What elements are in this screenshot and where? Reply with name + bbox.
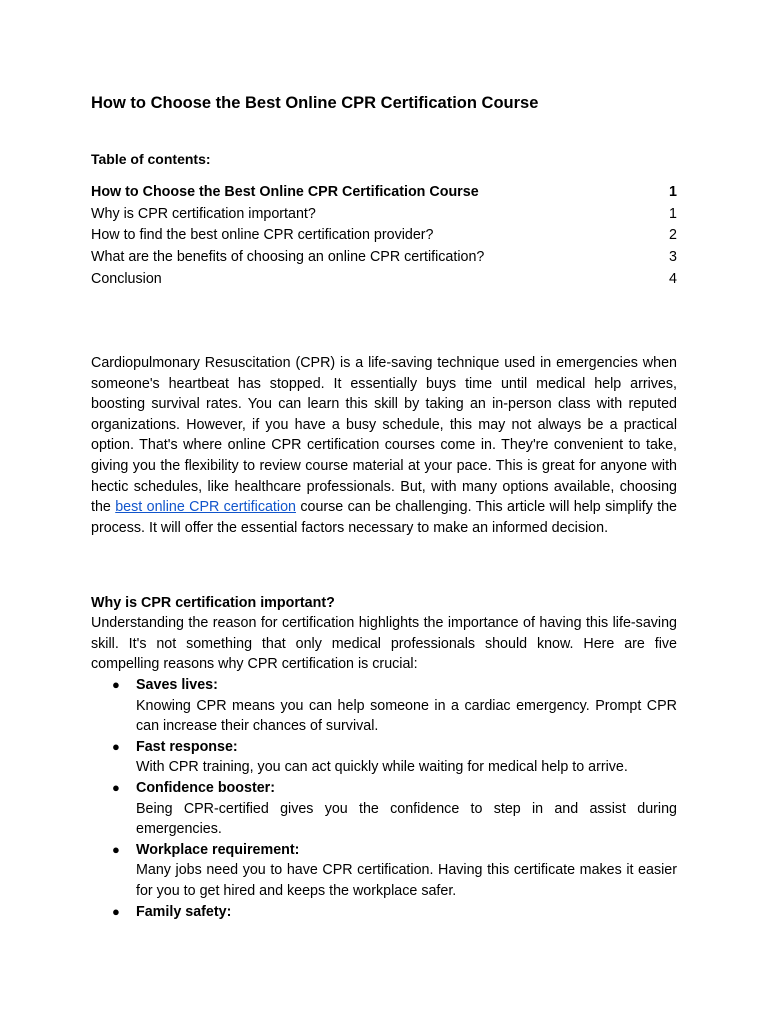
intro-text-start: Cardiopulmonary Resuscitation (CPR) is a life-saving technique used in emergencies when someone's heartbeat has stopped. It essentially buys time until medical help arrives, boosting survival rates. You can learn this skill by taking an in-person class with reputed organizations. However, if you have a busy schedule, this may not always be a practical option. That's where online CPR certification courses come in. They're convenient to take, giving you the flexibility to review course material at your pace. This is great for anyone with hectic schedules, like healthcare professionals. But, with many options available, choosing the <box>91 355 677 516</box>
list-item-title: Fast response: <box>136 738 238 755</box>
list-item-text: Being CPR-certified gives you the confidence to step in and assist during emergencies. <box>136 800 677 838</box>
toc-entry[interactable] <box>91 247 677 269</box>
list-item-text: With CPR training, you can act quickly while waiting for medical help to arrive. <box>136 759 628 776</box>
toc-entry-page: 2 <box>669 227 677 244</box>
intro-paragraph <box>91 353 677 538</box>
bullet-icon: ● <box>112 779 120 795</box>
toc-entry-label: Why is CPR certification important? <box>91 205 316 222</box>
list-item-title: Confidence booster: <box>136 779 276 796</box>
list-item <box>91 675 677 737</box>
toc-entry[interactable] <box>91 204 677 226</box>
list-item-title: Family safety: <box>136 903 232 920</box>
table-of-contents <box>91 182 677 290</box>
list-item-title: Saves lives: <box>136 677 218 693</box>
reasons-list <box>91 675 677 922</box>
toc-entry-page: 1 <box>669 184 677 200</box>
bullet-icon: ● <box>112 677 120 692</box>
section-heading-why-cpr: Why is CPR certification important? <box>91 595 335 611</box>
best-online-cpr-certification-link[interactable]: best online CPR certification <box>115 499 296 516</box>
toc-entry-page: 1 <box>669 205 677 222</box>
toc-entry-page: 4 <box>669 270 677 287</box>
toc-heading: Table of contents: <box>91 151 211 167</box>
list-item-title: Workplace requirement: <box>136 841 300 858</box>
toc-entry[interactable] <box>91 182 677 204</box>
list-item <box>91 778 677 840</box>
list-item <box>91 840 677 902</box>
bullet-icon: ● <box>112 903 120 919</box>
toc-entry-label: How to find the best online CPR certification provider? <box>91 227 434 244</box>
toc-entry-page: 3 <box>669 249 677 266</box>
toc-entry-label: What are the benefits of choosing an online CPR certification? <box>91 249 485 266</box>
bullet-icon: ● <box>112 738 120 754</box>
toc-entry[interactable] <box>91 225 677 247</box>
section-intro-paragraph: Understanding the reason for certification highlights the importance of having this life-saving skill. It's not something that only medical professionals should know. Here are five compelling reasons why CPR certification is crucial: <box>91 615 677 673</box>
list-item-text: Many jobs need you to have CPR certification. Having this certificate makes it easier for you to get hired and keeps the workplace safer. <box>136 862 677 899</box>
toc-entry-label: How to Choose the Best Online CPR Certification Course <box>91 184 479 200</box>
bullet-icon: ● <box>112 841 120 857</box>
page-title: How to Choose the Best Online CPR Certification Course <box>91 94 539 112</box>
intro-text-end: course can be challenging. This article will help simplify the process. It will offer the essential factors necessary to make an informed decision. <box>91 499 678 536</box>
list-item-text: Knowing CPR means you can help someone in a cardiac emergency. Prompt CPR can increase their chances of survival. <box>136 697 677 735</box>
toc-entry[interactable] <box>91 269 677 291</box>
toc-entry-label: Conclusion <box>91 270 162 287</box>
list-item <box>91 902 677 923</box>
list-item <box>91 737 677 778</box>
